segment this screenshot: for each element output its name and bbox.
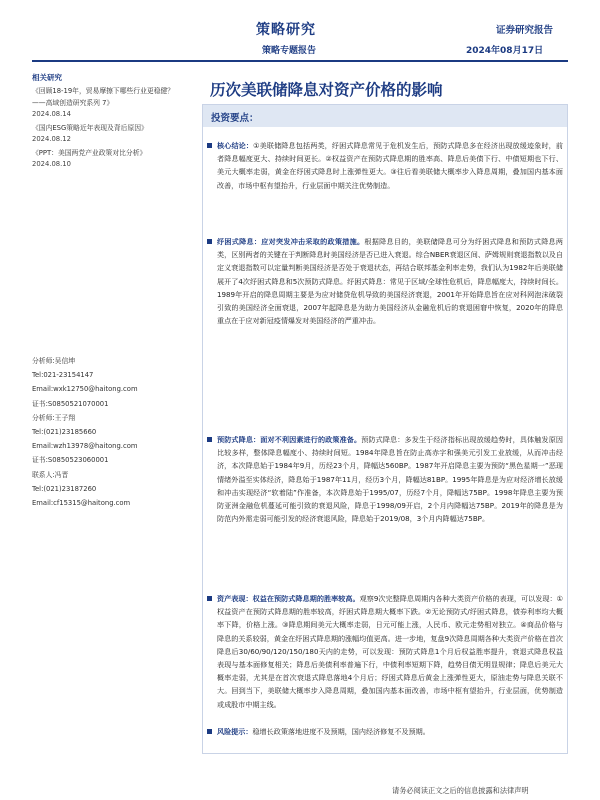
bullet-square-icon [207, 143, 212, 148]
section-body: 根据降息目的，美联储降息可分为纾困式降息和预防式降息两类，区别两者的关键在于判断降息时美国经济是否已进入衰退。综合NBER衰退区间、萨姆规则衰退指数以及自定义衰退指数可以定量判断美国经济是否处于衰退状态，再结合联邦基金利率走势，我们认为1982年后美联储展开了4次纾困式降息和5次预防式降息。纾困式降息：常见于区域/全球性危机后，降息幅度大，持续时间长。1989年开启的降息周期主要是为应对储贷危机导致的美国经济衰退，2001年开始降息旨在应对科网泡沫破裂引致的美国经济全面衰退，2007年起降息是为助力美国经济从金融危机后的衰退困窘中恢复，2020年的降息重点在于应对新冠疫情爆发对美国经济的严重冲击。 [217, 237, 564, 326]
related-item-date: 2024.08.14 [32, 110, 71, 118]
analyst-tel: Tel:021-23154147 [32, 371, 94, 380]
analyst-tel: Tel:(021)23185660 [32, 428, 97, 437]
analyst-name: 分析师:吴信坤 [32, 357, 76, 365]
bullet-square-icon [207, 239, 212, 244]
sidebar-related [32, 72, 182, 173]
section-label: 风险提示： [217, 727, 253, 736]
investment-points-panel [202, 104, 568, 754]
section-core-conclusion [207, 139, 563, 192]
report-title: 历次美联储降息对资产价格的影响 [210, 80, 443, 99]
investment-points-header [203, 105, 567, 127]
contact-tel: Tel:(021)23187260 [32, 484, 97, 493]
contact-name: 联系人:冯晋 [32, 470, 69, 479]
header-title: 策略研究 [256, 22, 316, 38]
related-item-title[interactable]: 《PPT：美国两党产业政策对比分析》 [32, 148, 147, 157]
analyst-email[interactable]: Email:wzh13978@haitong.com [32, 442, 138, 451]
bullet-square-icon [207, 729, 212, 734]
section-label: 预防式降息： [217, 435, 261, 444]
section-relief-easing [207, 235, 563, 327]
related-item[interactable] [32, 123, 182, 146]
related-item[interactable] [32, 148, 182, 171]
section-subheading: 面对不利因素进行的政策准备。 [260, 435, 362, 444]
section-label: 资产表现： [217, 594, 253, 603]
header-subtitle: 策略专题报告 [262, 46, 317, 56]
header-divider [32, 60, 568, 62]
related-item-date: 2024.08.12 [32, 135, 71, 143]
analyst-contacts [32, 354, 182, 510]
section-subheading: 权益在预防式降息期的胜率较高。 [252, 594, 360, 603]
report-date: 2024年08月17日 [466, 46, 544, 56]
section-asset-performance [207, 592, 563, 711]
section-label: 核心结论： [217, 141, 254, 150]
section-preventive-easing [207, 433, 563, 525]
analyst-name: 分析师:王子翔 [32, 413, 76, 422]
related-item-title[interactable]: 《国内ESG策略近年表现及背后原因》 [32, 123, 148, 132]
report-type-label: 证券研究报告 [496, 25, 554, 36]
analyst-email[interactable]: Email:wxk12750@haitong.com [32, 385, 138, 394]
section-risk-warning [207, 725, 563, 738]
analyst-cert: 证书:S0850523060001 [32, 456, 109, 465]
related-item-date: 2024.08.10 [32, 160, 71, 168]
section-body: 观察9次完整降息周期内各种大类资产价格的表现，可以发现：①权益资产在预防式降息期的胜率较高，纾困式降息期大概率下跌。②无论预防式/纾困式降息，债券利率均大概率下降，价格上涨。③降息期间美元大概率走弱，日元可能上涨，人民币、欧元走势相对独立。④商品价格与降息的关系较弱，黄金在纾困式降息期的涨幅均值更高。进一步地，复盘9次降息周期各种大类资产价格在首次降息后30/60/90/120/150/180天内的走势，可以发现：预防式降息1个月后权益胜率提升，衰退式降息权益表现与基本面修复相关；降息后美债利率普遍下行，中债利率短期下降，趋势目债无明显规律；降息后美元大概率走弱，尤其是在首次衰退式降息落地4个月后；纾困式降息后黄金上涨弹性更大，原油走势与降息关联不大。回到当下，美联储大概率步入降息周期，叠加国内基本面改善，市场中枢有望抬升，行业层面，优势制造或成股市中期主线。 [217, 594, 564, 709]
investment-points-label: 投资要点： [211, 113, 259, 124]
section-body: ①美联储降息包括两类，纾困式降息常见于危机发生后，预防式降息多在经济出现放缓迹象时，前者降息幅度更大、持续时间更长。②权益资产在预防式降息期的胜率高、降息后美债下行、中债短期也下行、美元大概率走弱，黄金在纾困式降息时上涨弹性更大。③往后看美联储大概率步入降息周期，叠加国内基本面改善，市场中枢有望抬升，行业层面中期关注优势制造。 [217, 141, 564, 190]
contact-email[interactable]: Email:cf15315@haitong.com [32, 499, 131, 508]
analyst-cert: 证书:S0850521070001 [32, 399, 109, 408]
section-label: 纾困式降息： [217, 237, 262, 246]
related-item[interactable] [32, 86, 182, 121]
related-heading: 相关研究 [32, 73, 62, 82]
section-body: 稳增长政策落地进度不及预期，国内经济修复不及预期。 [252, 727, 430, 736]
bullet-square-icon [207, 596, 212, 601]
section-subheading: 应对突发冲击采取的政策措施。 [261, 237, 365, 246]
related-item-title[interactable]: 《回顾18-19年，贸易摩擦下哪些行业更稳健？——高域创造研究系列 7》 [32, 87, 175, 107]
footer-disclaimer[interactable]: 请务必阅读正文之后的信息披露和法律声明 [392, 786, 529, 795]
section-body: 预防式降息：多发生于经济指标出现放缓趋势时，具体触发原因比较多样，整体降息幅度小、持续时间短。1984年降息旨在防止高赤字和强美元引发工业放缓，从而冲击经济，本次降息始于1984年9月，历经23个月，降幅达560BP。1987年开启降息主要为预防“黑色星期一”恶现情绪外溢至实体经济，降息始于1987年11月，经历3个月，降幅达81BP。1995年降息是为应对经济增长放缓和冲击实现经济“软着陆”作准备，本次降息始于1995/07，历经7个月，降幅达75BP。1998年降息主要为预防亚洲金融危机蔓延可能引致的衰退风险，降息于1998/09开启，2个月内降幅达75BP。2019年的降息是为防范内外需走弱可能引发的经济衰退风险，降息始于2019/08，3个月内降幅达75BP。 [217, 435, 564, 524]
bullet-square-icon [207, 437, 212, 442]
